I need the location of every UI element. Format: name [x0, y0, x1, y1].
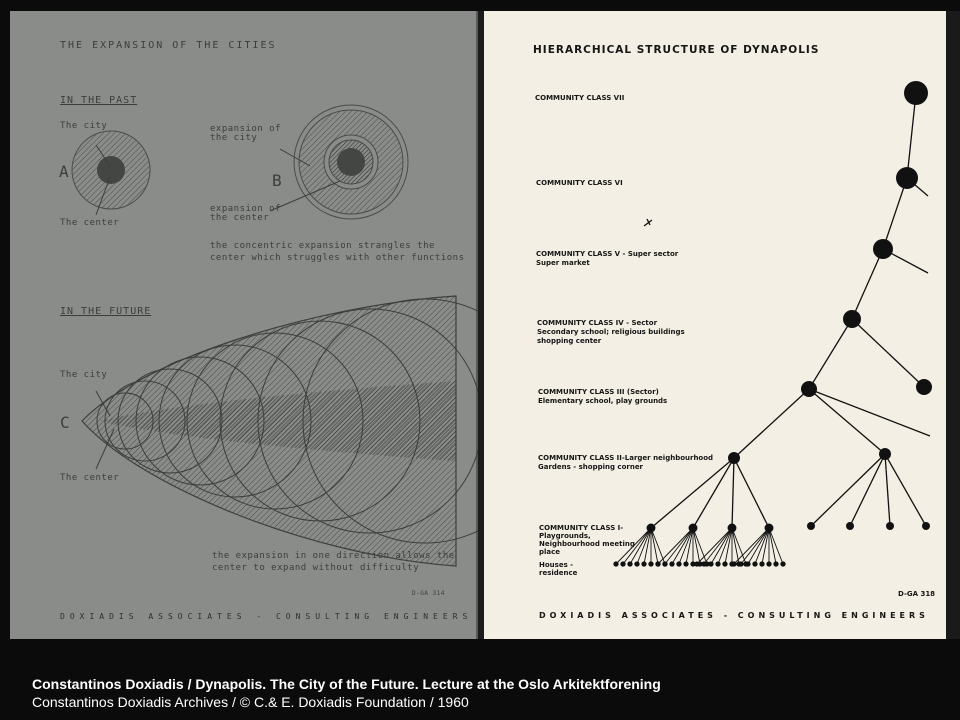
house-dot: [774, 562, 778, 566]
left-page-code: D-GA 314: [412, 590, 445, 597]
past-heading: IN THE PAST: [60, 95, 138, 106]
community-class-v: COMMUNITY CLASS V - Super sector Super market: [536, 250, 679, 267]
house-dot: [760, 562, 764, 566]
house-link: [693, 528, 700, 564]
right-page-code: D-GA 318: [898, 590, 936, 598]
house-dot: [746, 562, 750, 566]
diagram-b: [270, 105, 408, 219]
house-link: [665, 528, 693, 564]
future-heading: IN THE FUTURE: [60, 306, 152, 317]
house-dot: [695, 562, 699, 566]
house-dot: [656, 562, 660, 566]
community-class-i: COMMUNITY CLASS I- Playgrounds, Neighbourhood meeting place: [539, 524, 635, 556]
house-link: [704, 528, 732, 564]
future-caption: the expansion in one direction allows the center to expand without difficulty: [212, 551, 455, 573]
page-edge: [946, 11, 960, 639]
community-class-vi: COMMUNITY CLASS VI: [536, 179, 623, 187]
past-label-center: The center: [60, 218, 120, 228]
house-dot: [723, 562, 727, 566]
house-link: [637, 528, 651, 564]
community-class-vii: COMMUNITY CLASS VII: [535, 94, 625, 102]
house-dot: [702, 562, 706, 566]
diagram-a: [72, 131, 150, 215]
house-dot: [614, 562, 618, 566]
house-dot: [628, 562, 632, 566]
label-a: A: [59, 162, 69, 181]
house-dot: [739, 562, 743, 566]
house-dot: [716, 562, 720, 566]
house-dot: [709, 562, 713, 566]
left-page-footer: DOXIADIS ASSOCIATES - CONSULTING ENGINEERS: [60, 612, 473, 621]
label-expansion-city: expansion of the city: [210, 124, 282, 143]
community-class-iv: COMMUNITY CLASS IV - Sector Secondary school; religious buildings shopping center: [537, 319, 685, 345]
community-class-iii: COMMUNITY CLASS III (Sector) Elementary school, play grounds: [538, 388, 668, 405]
diagram-c: [82, 296, 478, 566]
past-label-city: The city: [60, 121, 108, 131]
house-dot: [767, 562, 771, 566]
house-dot: [663, 562, 667, 566]
future-label-city: The city: [60, 370, 108, 380]
house-link: [769, 528, 776, 564]
house-link: [718, 528, 732, 564]
house-link: [693, 528, 707, 564]
house-dot: [670, 562, 674, 566]
past-caption: the concentric expansion strangles the center which struggles with other functions: [210, 241, 465, 263]
houses-label: Houses - residence: [539, 561, 578, 577]
community-class-ii: COMMUNITY CLASS II-Larger neighbourhood Gardens - shopping corner: [538, 454, 714, 471]
left-page-title: THE EXPANSION OF THE CITIES: [60, 40, 277, 51]
house-dot: [649, 562, 653, 566]
caption-title: Constantinos Doxiadis / Dynapolis. The City of the Future. Lecture at the Oslo Arkitektforening: [32, 676, 661, 692]
house-dot: [621, 562, 625, 566]
house-link: [732, 528, 739, 564]
house-link: [651, 528, 658, 564]
caption-credit: Constantinos Doxiadis Archives / © C.& E. Doxiadis Foundation / 1960: [32, 694, 469, 710]
house-link: [769, 528, 783, 564]
future-label-center: The center: [60, 473, 120, 483]
label-c: C: [60, 413, 70, 432]
house-link: [679, 528, 693, 564]
label-b: B: [272, 171, 282, 190]
house-dot: [642, 562, 646, 566]
house-dot: [732, 562, 736, 566]
house-link: [741, 528, 769, 564]
right-page: [484, 11, 946, 639]
right-page-title: HIERARCHICAL STRUCTURE OF DYNAPOLIS: [533, 44, 820, 56]
left-page: [10, 11, 478, 639]
right-page-footer: DOXIADIS ASSOCIATES - CONSULTING ENGINEERS: [539, 611, 929, 620]
house-dot: [781, 562, 785, 566]
house-link: [755, 528, 769, 564]
house-dot: [684, 562, 688, 566]
house-dot: [677, 562, 681, 566]
label-expansion-center: expansion of the center: [210, 204, 282, 223]
house-dot: [753, 562, 757, 566]
house-dot: [635, 562, 639, 566]
